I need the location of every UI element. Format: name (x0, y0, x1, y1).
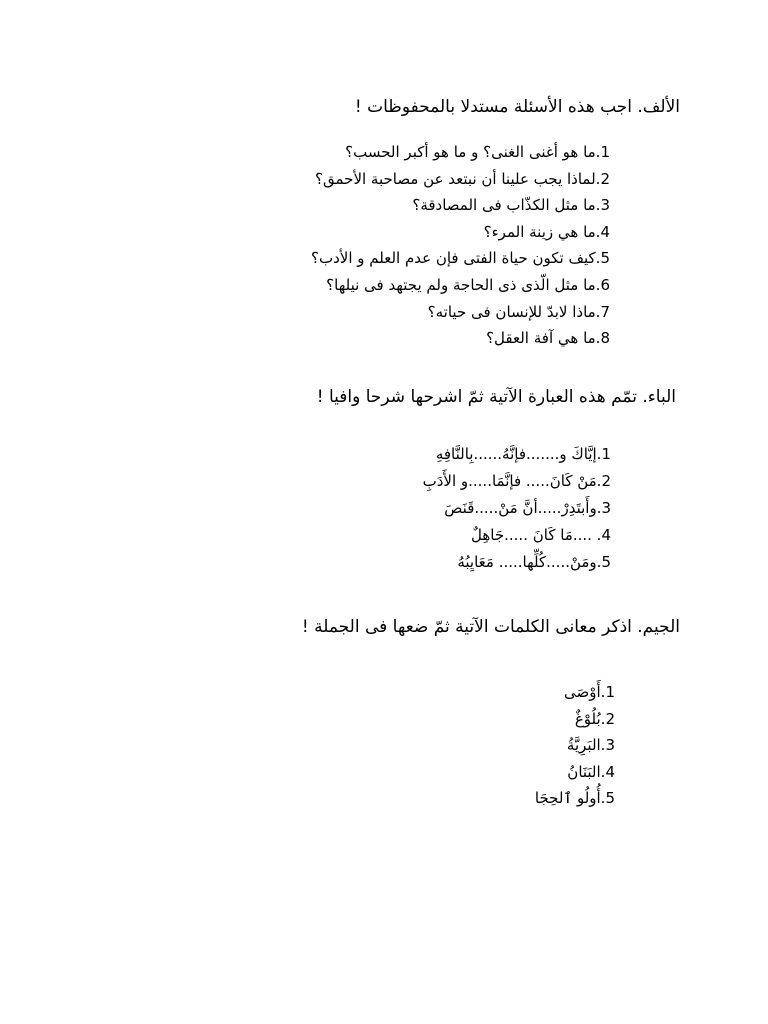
section-jim (200, 615, 680, 812)
vocabulary-list (135, 679, 615, 812)
list-item: 5.كيف تكون حياة الفتى فإن عدم العلم و الأدب؟ (311, 249, 610, 268)
list-item: 5.ومَنْ.....كُلِّها..... مَعَايِبُهُ (457, 553, 611, 571)
section-ba (196, 385, 676, 576)
section-heading: الجيم. اذكر معانى الكلمات الآتية ثمّ ضعها فى الجملة ! (301, 617, 680, 637)
list-item: 2.لماذا يجب علينا أن نبتعد عن مصاحبة الأحمق؟ (315, 169, 610, 188)
section-heading: الألف. اجب هذه الأسئلة مستدلا بالمحفوظات ! (354, 97, 680, 117)
list-item: 1.أَوْصَى (564, 683, 615, 701)
list-item: 1.إيَّاكَ و.......فإنَّهُ......بِالنَّافِهِ (435, 445, 611, 463)
list-item: 4.ما هي زينة المرء؟ (483, 222, 610, 241)
list-item: 5.أُولُو ٱلحِجَا (534, 789, 615, 807)
list-item: 2.بُلُوْغٌ (574, 709, 615, 728)
section-alif (200, 95, 680, 352)
list-item: 2.مَنْ كَانَ..... فإنَّمَا.....و الأَدَبِ (422, 472, 611, 490)
completion-list (131, 441, 611, 576)
list-item: 6.ما مثل الّذى ذى الحاجة ولم يجتهد فى نيلها؟ (326, 275, 610, 294)
question-list (130, 139, 610, 352)
list-item: 3.البَرِيَّةُ (566, 736, 615, 754)
list-item: 1.ما هو أغنى الغنى؟ و ما هو أكبر الحسب؟ (345, 143, 610, 161)
list-item: 4. ....مَا كَانَ .....جَاهِلٌ (471, 526, 611, 544)
list-item: 4.البَنَانُ (567, 762, 615, 781)
list-item: 3.وأَبتَدِرْ.....أنَّ مَنْ.....قَنَصَ (444, 499, 611, 517)
list-item: 8.ما هي آفة العقل؟ (486, 329, 610, 348)
list-item: 3.ما مثل الكذّاب فى المصادقة؟ (412, 196, 610, 215)
list-item: 7.ماذا لابدّ للإنسان فى حياته؟ (427, 302, 610, 321)
section-heading: الباء. تمّم هذه العبارة الآتية ثمّ اشرحها شرحا وافيا ! (316, 387, 676, 407)
